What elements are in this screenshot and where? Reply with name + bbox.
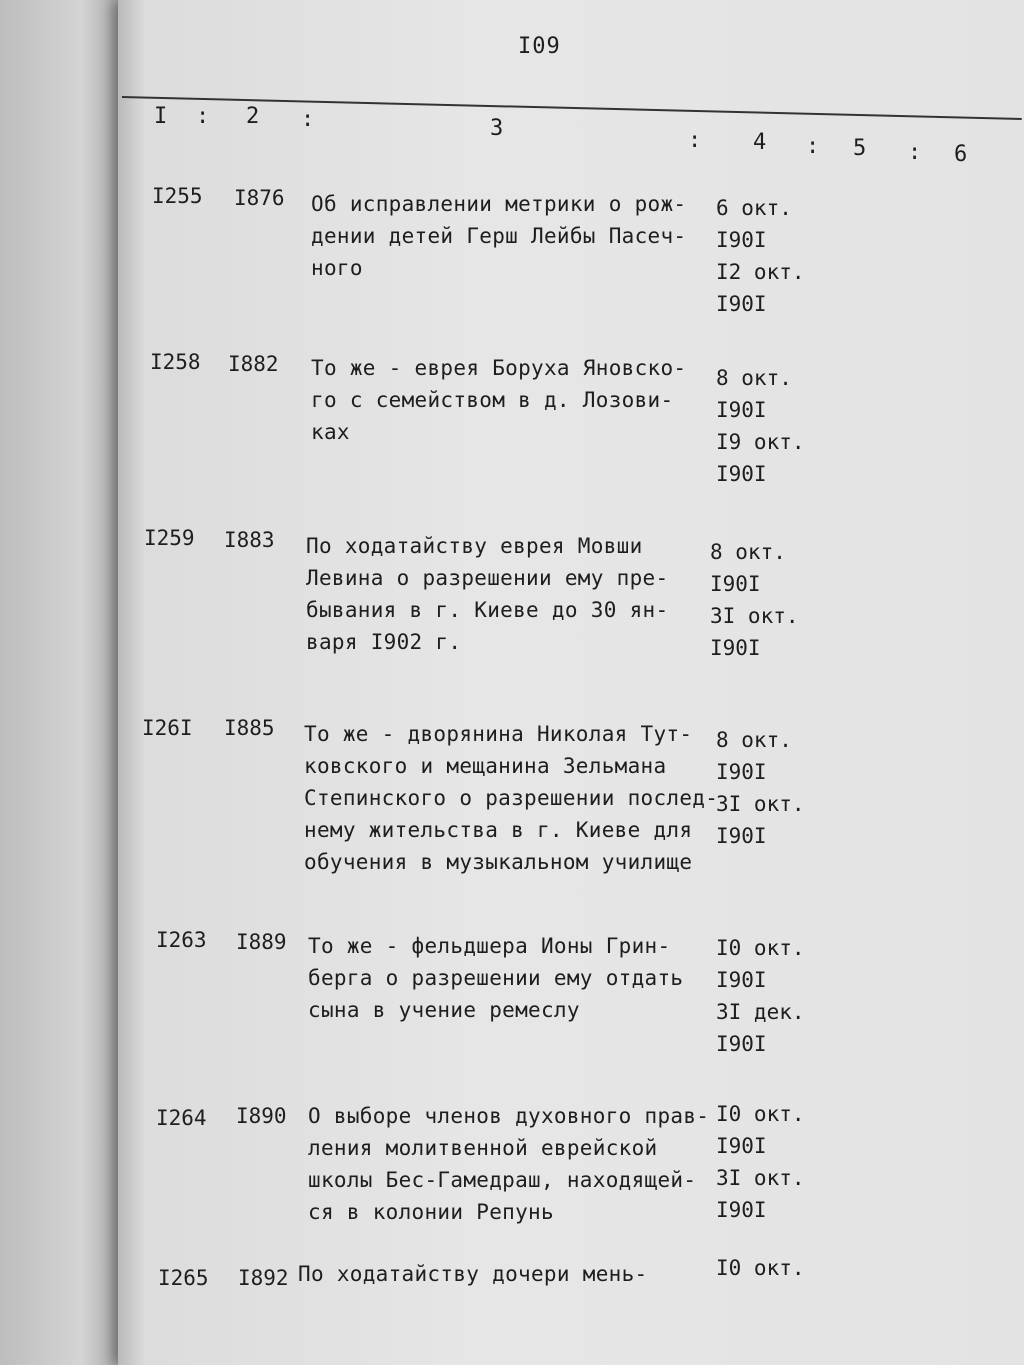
entry-dates bbox=[716, 1252, 836, 1284]
column-separator: : bbox=[688, 128, 702, 153]
column-header-2: 2 bbox=[246, 104, 260, 129]
date-line: I90I bbox=[716, 228, 767, 252]
column-header-5: 5 bbox=[853, 136, 867, 161]
description-line: ления молитвенной еврейской bbox=[308, 1136, 658, 1160]
description-line: О выборе членов духовного прав- bbox=[308, 1104, 710, 1128]
entry-number: I26I bbox=[142, 716, 193, 740]
column-separator: : bbox=[301, 107, 315, 132]
description-line: То же - дворянина Николая Тут- bbox=[304, 722, 693, 746]
description-line: дении детей Герш Лейбы Пасеч- bbox=[311, 224, 687, 248]
description-line: обучения в музыкальном училище bbox=[304, 850, 693, 874]
description-line: варя I902 г. bbox=[306, 630, 462, 654]
date-line: 3I окт. bbox=[716, 1166, 805, 1190]
entry-number: I258 bbox=[150, 350, 201, 374]
entry-reference: I892 bbox=[238, 1266, 289, 1290]
entry-reference: I882 bbox=[228, 352, 279, 376]
description-line: ковского и мещанина Зельмана bbox=[304, 754, 667, 778]
entry-description bbox=[298, 1258, 698, 1290]
entry-description bbox=[311, 352, 711, 448]
column-header-3: 3 bbox=[490, 116, 504, 141]
column-header-4: 4 bbox=[753, 130, 767, 155]
entry-description bbox=[306, 530, 706, 658]
date-line: I0 окт. bbox=[716, 1256, 805, 1280]
date-line: 6 окт. bbox=[716, 196, 792, 220]
page-number: I09 bbox=[518, 34, 561, 59]
description-line: Об исправлении метрики о рож- bbox=[311, 192, 687, 216]
date-line: I0 окт. bbox=[716, 1102, 805, 1126]
description-line: По ходатайству еврея Мовши bbox=[306, 534, 643, 558]
date-line: I90I bbox=[716, 824, 767, 848]
entry-reference: I889 bbox=[236, 930, 287, 954]
entry-description bbox=[308, 1100, 708, 1228]
description-line: По ходатайству дочери мень- bbox=[298, 1262, 648, 1286]
description-line: берга о разрешении ему отдать bbox=[308, 966, 684, 990]
description-line: То же - фельдшера Ионы Грин- bbox=[308, 934, 671, 958]
entry-number: I265 bbox=[158, 1266, 209, 1290]
date-line: I90I bbox=[716, 398, 767, 422]
column-header-6: 6 bbox=[954, 142, 968, 167]
entry-dates bbox=[716, 192, 836, 320]
facing-page-edge bbox=[0, 0, 135, 1365]
date-line: 3I дек. bbox=[716, 1000, 805, 1024]
description-line: Степинского о разрешении послед- bbox=[304, 786, 719, 810]
date-line: I90I bbox=[710, 636, 761, 660]
entry-dates bbox=[716, 1098, 836, 1226]
description-line: ного bbox=[311, 256, 363, 280]
entry-reference: I885 bbox=[224, 716, 275, 740]
description-line: бывания в г. Киеве до 30 ян- bbox=[306, 598, 669, 622]
date-line: 8 окт. bbox=[710, 540, 786, 564]
entry-description bbox=[311, 188, 711, 284]
date-line: I90I bbox=[716, 1032, 767, 1056]
date-line: I0 окт. bbox=[716, 936, 805, 960]
description-line: ся в колонии Репунь bbox=[308, 1200, 554, 1224]
date-line: I90I bbox=[716, 462, 767, 486]
date-line: I90I bbox=[716, 760, 767, 784]
description-line: То же - еврея Боруха Яновско- bbox=[311, 356, 687, 380]
entry-reference: I876 bbox=[234, 186, 285, 210]
column-separator: : bbox=[908, 140, 922, 165]
column-header-1: I bbox=[154, 104, 168, 129]
description-line: го с семейством в д. Лозови- bbox=[311, 388, 674, 412]
entry-dates bbox=[716, 932, 836, 1060]
entry-dates bbox=[716, 724, 836, 852]
entry-reference: I883 bbox=[224, 528, 275, 552]
date-line: 8 окт. bbox=[716, 366, 792, 390]
description-line: школы Бес-Гамедраш, находящей- bbox=[308, 1168, 697, 1192]
description-line: ках bbox=[311, 420, 350, 444]
date-line: 3I окт. bbox=[716, 792, 805, 816]
document-page bbox=[118, 0, 1024, 1365]
entry-description bbox=[308, 930, 708, 1026]
description-line: сына в учение ремеслу bbox=[308, 998, 580, 1022]
entry-dates bbox=[710, 536, 830, 664]
column-separator: : bbox=[806, 134, 820, 159]
date-line: I9 окт. bbox=[716, 430, 805, 454]
entry-description bbox=[304, 718, 719, 878]
date-line: I90I bbox=[716, 1134, 767, 1158]
date-line: 3I окт. bbox=[710, 604, 799, 628]
date-line: I90I bbox=[716, 968, 767, 992]
entry-dates bbox=[716, 362, 836, 490]
date-line: 8 окт. bbox=[716, 728, 792, 752]
date-line: I90I bbox=[710, 572, 761, 596]
entry-number: I259 bbox=[144, 526, 195, 550]
description-line: Левина о разрешении ему пре- bbox=[306, 566, 669, 590]
entry-number: I255 bbox=[152, 184, 203, 208]
column-separator: : bbox=[196, 104, 210, 129]
date-line: I90I bbox=[716, 292, 767, 316]
entry-reference: I890 bbox=[236, 1104, 287, 1128]
description-line: нему жительства в г. Киеве для bbox=[304, 818, 693, 842]
date-line: I90I bbox=[716, 1198, 767, 1222]
entry-number: I264 bbox=[156, 1106, 207, 1130]
entry-number: I263 bbox=[156, 928, 207, 952]
date-line: I2 окт. bbox=[716, 260, 805, 284]
